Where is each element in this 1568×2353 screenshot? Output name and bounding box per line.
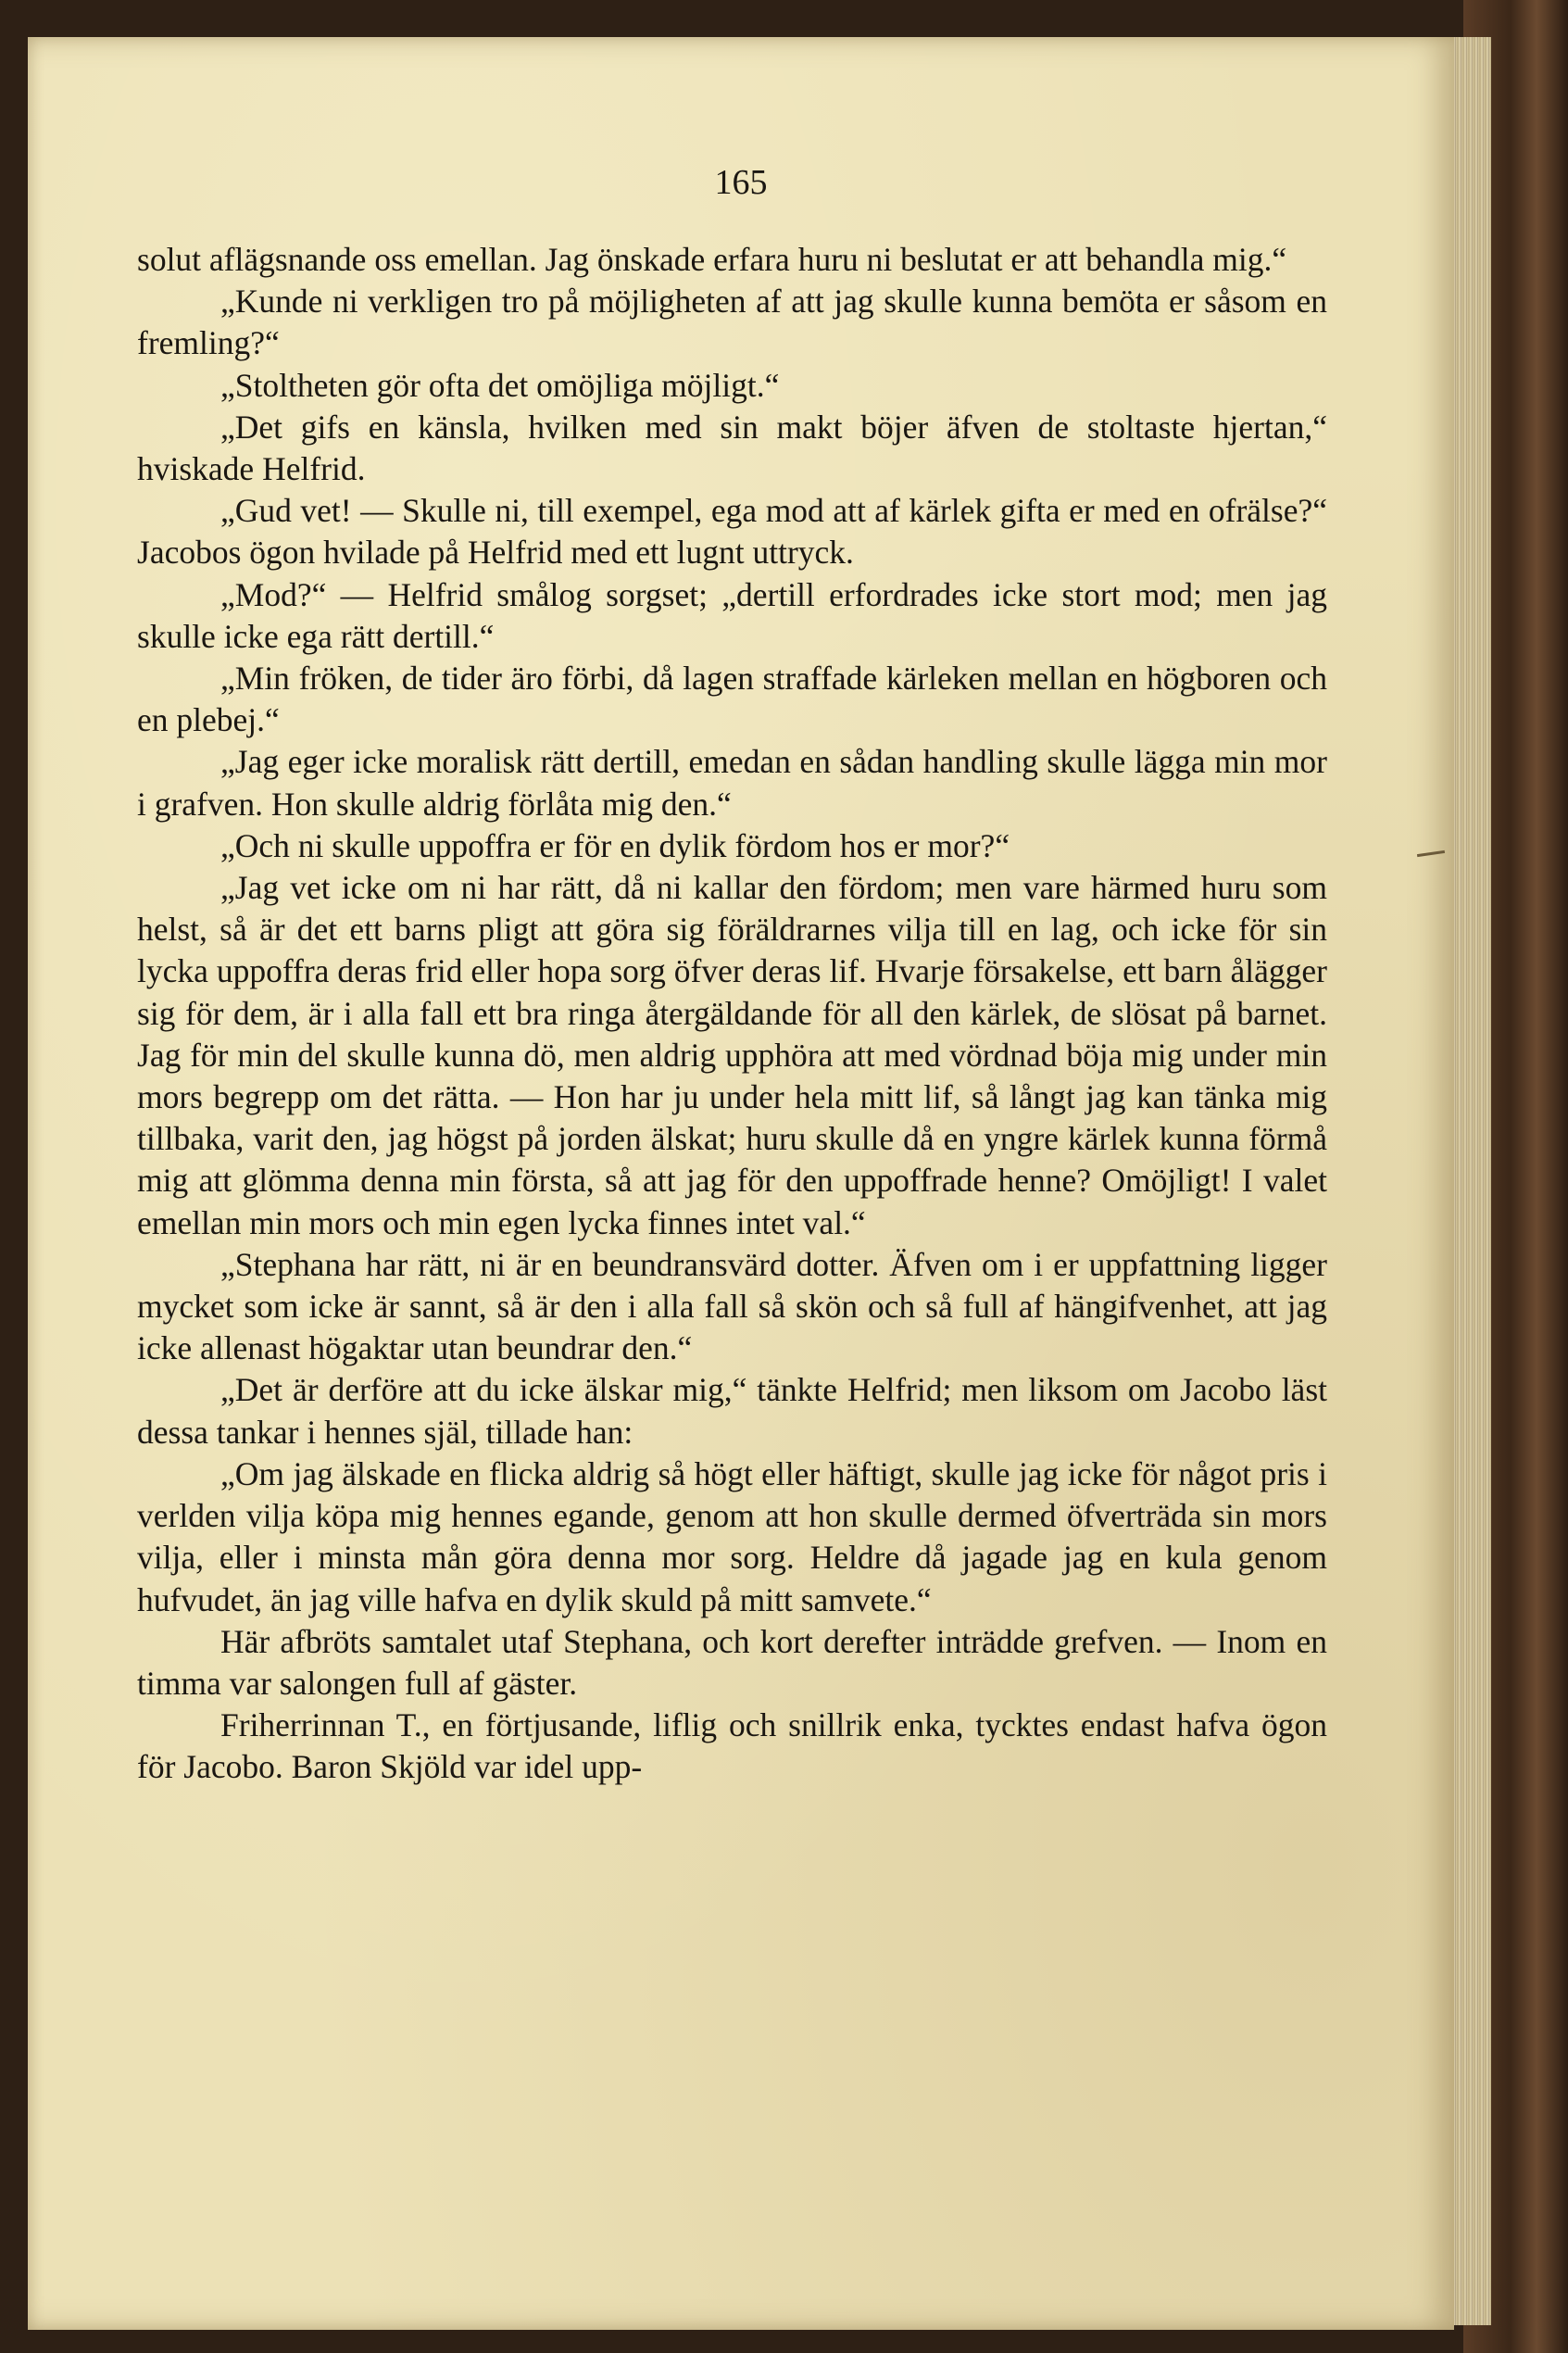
paragraph: „Stephana har rätt, ni är en beundransvärd dotter. Äfven om i er uppfattning ligger mycket som icke är sannt, så är den i alla fall så skön och så full af hängifvenhet, att jag icke allenast högaktar utan beundrar den.“ [137, 1245, 1327, 1367]
paragraph: Här afbröts samtalet utaf Stephana, och kort derefter inträdde grefven. — Inom en timma var salongen full af gäster. [137, 1622, 1327, 1702]
paragraph: „Gud vet! — Skulle ni, till exempel, ega mod att af kärlek gifta er med en ofrälse?“ Jacobos ögon hvilade på Helfrid med ett lugnt uttryck. [137, 492, 1327, 572]
paragraph: „Om jag älskade en flicka aldrig så högt eller häftigt, skulle jag icke för något pris i verlden vilja köpa mig hennes egande, genom att hon skulle dermed öfverträda sin mors vilja, eller i minsta mån göra denna mor sorg. Heldre då jagade jag en kula genom hufvudet, än jag ville hafva en dylik skuld på mitt samvete.“ [137, 1454, 1327, 1618]
paragraph: Friherrinnan T., en förtjusande, liflig och snillrik enka, tycktes endast hafva ögon för Jacobo. Baron Skjöld var idel upp- [137, 1706, 1327, 1786]
paragraph: „Kunde ni verkligen tro på möjligheten af att jag skulle kunna bemöta er såsom en fremling?“ [137, 283, 1327, 362]
paragraph: „Och ni skulle uppoffra er för en dylik fördom hos er mor?“ [220, 826, 1010, 864]
paragraph: „Jag vet icke om ni har rätt, då ni kallar den fördom; men vare härmed huru som helst, så är det ett barns pligt att göra sig föräldrarnes vilja till en lag, och icke för sin lycka uppoffra deras frid eller hopa sorg öfver deras lif. Hvarje försakelse, ett barn ålägger sig för dem, är i alla fall ett bra ringa återgäldande för all den kärlek, de slösat på barnet. Jag för min del skulle kunna dö, men aldrig upphöra att med vördnad böja mig under min mors begrepp om det rätta. — Hon har ju under hela mitt lif, så långt jag kan tänka mig tillbaka, varit den, jag högst på jorden älskat; huru skulle då en yngre kärlek kunna förmå mig att glömma denna min första, så att jag för den uppoffrade henne? Omöjligt! I valet emellan min mors och min egen lycka finnes intet val.“ [137, 869, 1327, 1241]
book-page [28, 37, 1454, 2330]
paragraph: „Min fröken, de tider äro förbi, då lagen straffade kärleken mellan en högboren och en plebej.“ [137, 660, 1327, 739]
paragraph: solut aflägsnande oss emellan. Jag önskade erfara huru ni beslutat er att behandla mig.“ [137, 241, 1287, 278]
paragraph: „Jag eger icke moralisk rätt dertill, emedan en sådan handling skulle lägga min mor i grafven. Hon skulle aldrig förlåta mig den.“ [137, 743, 1327, 823]
paragraph: „Mod?“ — Helfrid smålog sorgset; „dertill erfordrades icke stort mod; men jag skulle icke ega rätt dertill.“ [137, 575, 1327, 655]
page-number: 165 [714, 163, 768, 202]
body-text [137, 239, 1327, 1789]
paragraph: „Stoltheten gör ofta det omöjliga möjligt.“ [220, 366, 780, 404]
paragraph: „Det gifs en känsla, hvilken med sin makt böjer äfven de stoltaste hjertan,“ hviskade Helfrid. [137, 408, 1327, 488]
paragraph: „Det är derföre att du icke älskar mig,“ tänkte Helfrid; men liksom om Jacobo läst dessa tankar i hennes själ, tillade han: [137, 1371, 1327, 1451]
margin-pencil-mark [1417, 850, 1445, 857]
